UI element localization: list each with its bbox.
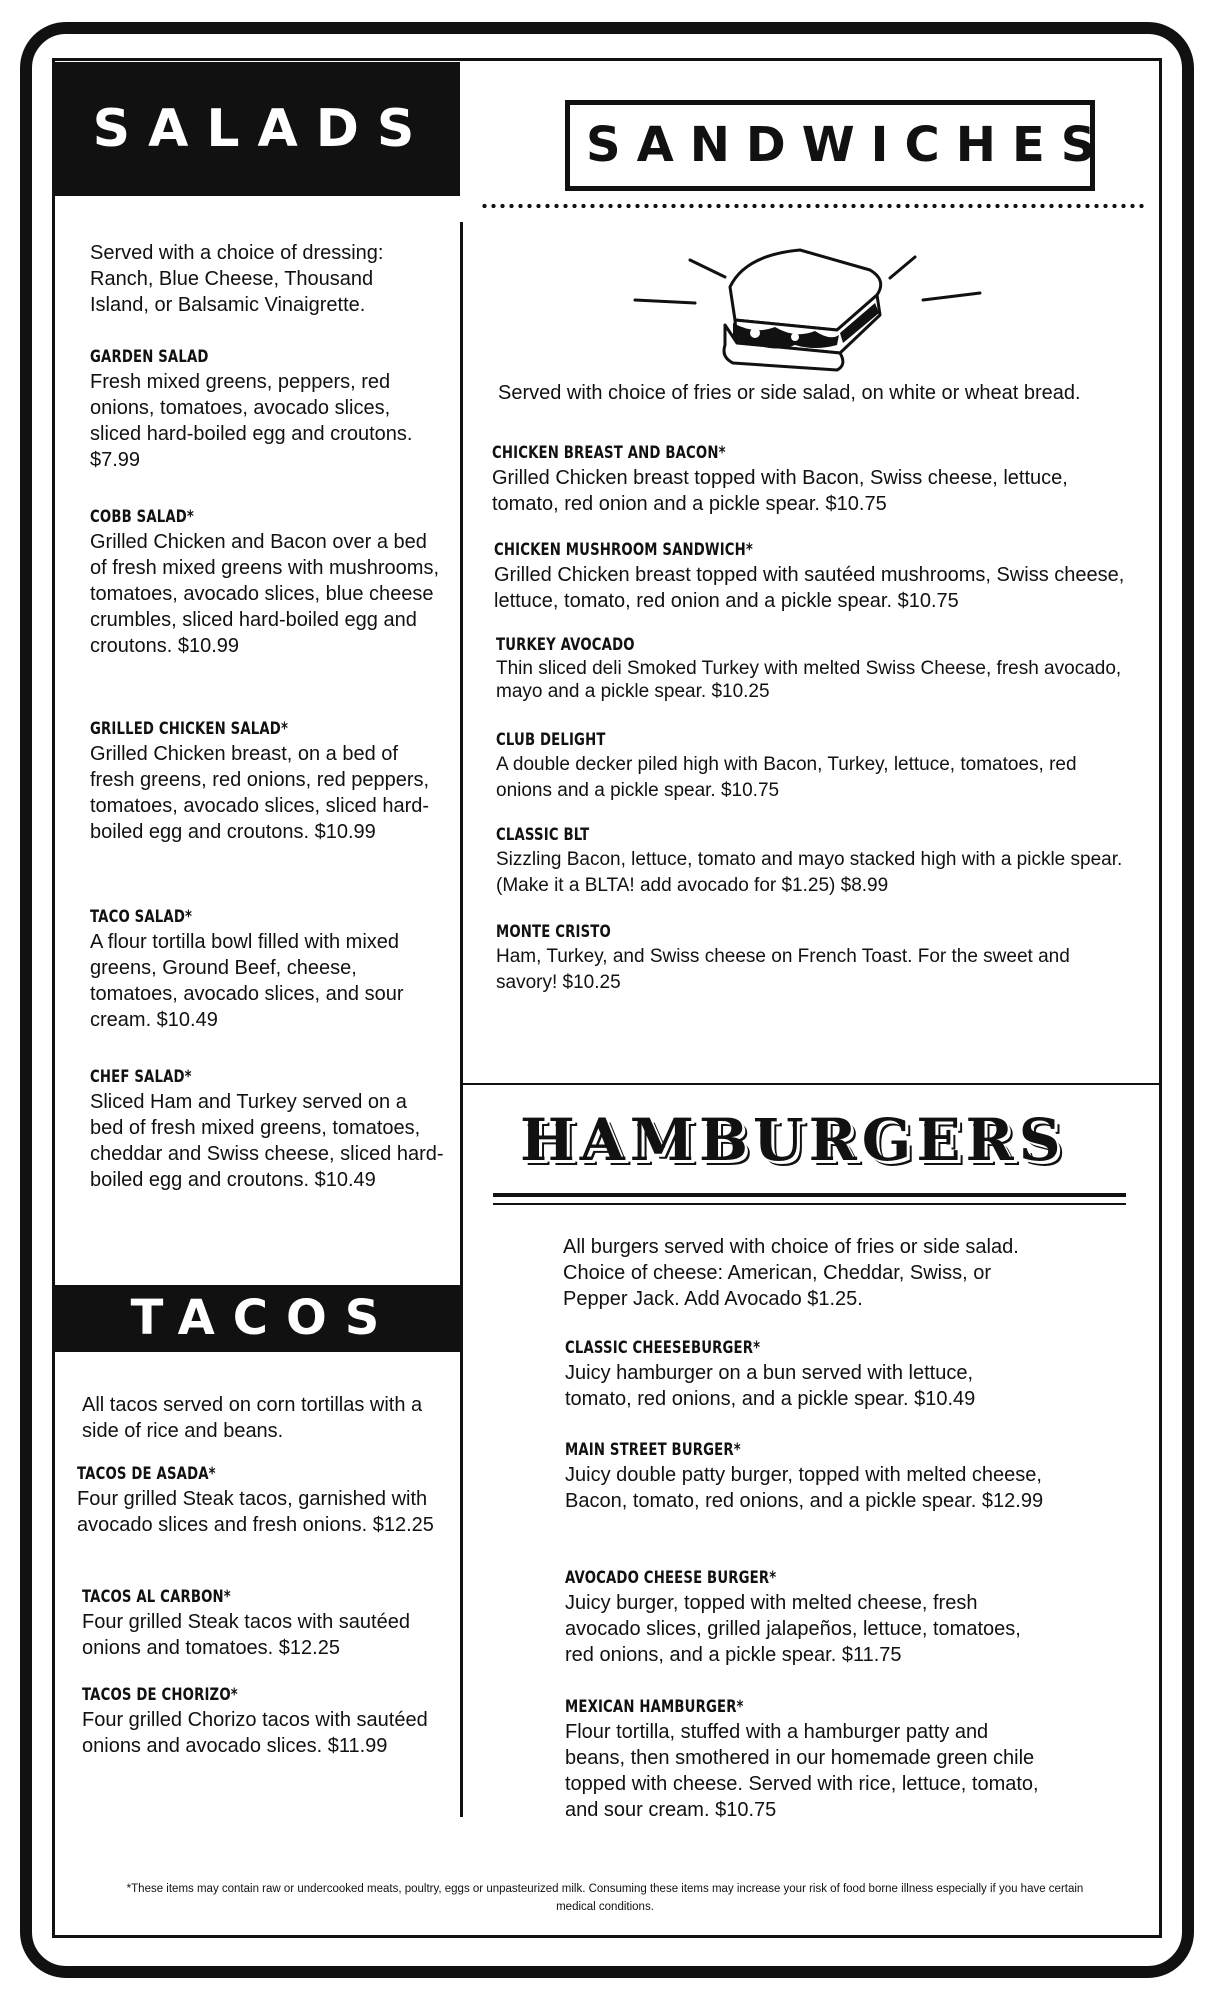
taco-item-desc: Four grilled Steak tacos, garnished with avocado slices and fresh onions. $12.25 — [77, 1488, 434, 1536]
sandwich-item-desc: A double decker piled high with Bacon, Turkey, lettuce, tomatoes, red onions and a pickle spear. $10.75 — [496, 754, 1077, 801]
hamburgers-title: HAMBURGERS — [520, 1106, 1066, 1174]
tacos-title: TACOS — [130, 1290, 398, 1346]
taco-item-desc: Four grilled Steak tacos with sautéed onions and tomatoes. $12.25 — [82, 1611, 410, 1659]
burger-item-name: MEXICAN HAMBURGER* — [565, 1697, 744, 1717]
sandwich-item-name: CHICKEN MUSHROOM SANDWICH* — [494, 540, 754, 560]
sandwich-item — [494, 538, 1134, 614]
salad-item-desc: Grilled Chicken breast, on a bed of fresh greens, red onions, red peppers, tomatoes, avocado slices, sliced hard-boiled egg and croutons. $10.99 — [90, 743, 430, 843]
salad-item-desc: Fresh mixed greens, peppers, red onions, tomatoes, avocado slices, sliced hard-boiled egg and croutons. $7.99 — [90, 371, 413, 471]
sandwich-item-desc: Ham, Turkey, and Swiss cheese on French Toast. For the sweet and savory! $10.25 — [496, 946, 1070, 993]
salads-banner — [55, 62, 460, 196]
hamburgers-intro: All burgers served with choice of fries or side salad. Choice of cheese: American, Cheddar, Swiss, or Pepper Jack. Add Avocado $1.25. — [563, 1236, 1019, 1310]
burger-item — [565, 1336, 1045, 1412]
salad-item-name: CHEF SALAD* — [90, 1067, 192, 1087]
dotted-divider — [480, 203, 1145, 209]
sandwich-item-name: CHICKEN BREAST AND BACON* — [492, 443, 726, 463]
sandwich-icon — [625, 245, 1015, 375]
sandwich-item-desc: Grilled Chicken breast topped with sautéed mushrooms, Swiss cheese, lettuce, tomato, red onion and a pickle spear. $10.75 — [494, 564, 1125, 612]
allergen-footnote: *These items may contain raw or undercooked meats, poultry, eggs or unpasteurized milk. Consuming these items may increase your risk of food borne illness especially if you have certain medical conditions. — [126, 1883, 1084, 1913]
sandwich-item-desc: Grilled Chicken breast topped with Bacon, Swiss cheese, lettuce, tomato, red onion and a pickle spear. $10.75 — [492, 467, 1068, 515]
salad-item-name: COBB SALAD* — [90, 507, 195, 527]
column-divider — [460, 222, 463, 1817]
burger-item-desc: Juicy burger, topped with melted cheese, fresh avocado slices, grilled jalapeños, lettuce, tomatoes, red onions, and a pickle spear. $11.75 — [565, 1592, 1021, 1666]
burger-item — [565, 1695, 1045, 1823]
salad-item — [90, 717, 445, 845]
salad-item — [90, 1065, 445, 1193]
salad-item — [90, 505, 445, 659]
sandwich-item — [492, 441, 1132, 517]
hamburgers-rule — [493, 1193, 1126, 1197]
taco-item — [82, 1585, 457, 1661]
sandwich-item — [496, 823, 1136, 899]
taco-item-desc: Four grilled Chorizo tacos with sautéed onions and avocado slices. $11.99 — [82, 1709, 428, 1757]
sandwiches-intro: Served with choice of fries or side salad, on white or wheat bread. — [498, 382, 1081, 404]
salad-item — [90, 345, 445, 473]
tacos-banner — [55, 1285, 463, 1352]
burger-item-desc: Juicy double patty burger, topped with melted cheese, Bacon, tomato, red onions, and a pickle spear. $12.99 — [565, 1464, 1044, 1512]
sandwich-item-desc: Sizzling Bacon, lettuce, tomato and mayo stacked high with a pickle spear. (Make it a BLTA! add avocado for $1.25) $8.99 — [496, 849, 1123, 896]
sandwich-item — [496, 633, 1136, 703]
taco-item-name: TACOS DE CHORIZO* — [82, 1685, 238, 1705]
burger-item-name: MAIN STREET BURGER* — [565, 1440, 741, 1460]
salads-title: SALADS — [92, 99, 433, 159]
sandwich-item-name: TURKEY AVOCADO — [496, 635, 635, 655]
section-divider — [463, 1083, 1162, 1085]
taco-item — [77, 1462, 457, 1538]
salad-item-desc: A flour tortilla bowl filled with mixed greens, Ground Beef, cheese, tomatoes, avocado slices, and sour cream. $10.49 — [90, 931, 404, 1031]
burger-item — [565, 1566, 1045, 1668]
salad-item-name: GARDEN SALAD — [90, 347, 209, 367]
burger-item — [565, 1438, 1045, 1514]
burger-item-desc: Juicy hamburger on a bun served with lettuce, tomato, red onions, and a pickle spear. $10.49 — [565, 1362, 976, 1410]
sandwich-item-name: MONTE CRISTO — [496, 922, 611, 942]
salad-item-desc: Sliced Ham and Turkey served on a bed of fresh mixed greens, tomatoes, cheddar and Swiss cheese, sliced hard-boiled egg and croutons. $10.49 — [90, 1091, 444, 1191]
taco-item-name: TACOS DE ASADA* — [77, 1464, 216, 1484]
burger-item-name: CLASSIC CHEESEBURGER* — [565, 1338, 761, 1358]
sandwich-item — [496, 920, 1136, 996]
salad-item-name: GRILLED CHICKEN SALAD* — [90, 719, 289, 739]
hamburgers-title-block — [520, 1105, 1080, 1175]
sandwich-item-name: CLUB DELIGHT — [496, 730, 606, 750]
salad-item-desc: Grilled Chicken and Bacon over a bed of fresh mixed greens with mushrooms, tomatoes, avocado slices, blue cheese crumbles, sliced hard-boiled egg and croutons. $10.99 — [90, 531, 440, 657]
burger-item-name: AVOCADO CHEESE BURGER* — [565, 1568, 777, 1588]
salad-item — [90, 905, 445, 1033]
salads-intro: Served with a choice of dressing: Ranch, Blue Cheese, Thousand Island, or Balsamic Vinaigrette. — [90, 242, 384, 316]
tacos-intro: All tacos served on corn tortillas with a side of rice and beans. — [82, 1394, 423, 1442]
taco-item — [82, 1683, 457, 1759]
burger-item-desc: Flour tortilla, stuffed with a hamburger patty and beans, then smothered in our homemade green chile topped with cheese. Served with rice, lettuce, tomato, and sour cream. $10.75 — [565, 1721, 1039, 1821]
taco-item-name: TACOS AL CARBON* — [82, 1587, 231, 1607]
sandwich-item-name: CLASSIC BLT — [496, 825, 590, 845]
sandwich-item-desc: Thin sliced deli Smoked Turkey with melted Swiss Cheese, fresh avocado, mayo and a pickle spear. $10.25 — [496, 658, 1122, 702]
sandwiches-banner — [565, 100, 1112, 191]
sandwich-item — [496, 728, 1136, 804]
sandwiches-title: SANDWICHES — [586, 117, 1112, 173]
hamburgers-rule — [493, 1203, 1126, 1205]
salad-item-name: TACO SALAD* — [90, 907, 193, 927]
